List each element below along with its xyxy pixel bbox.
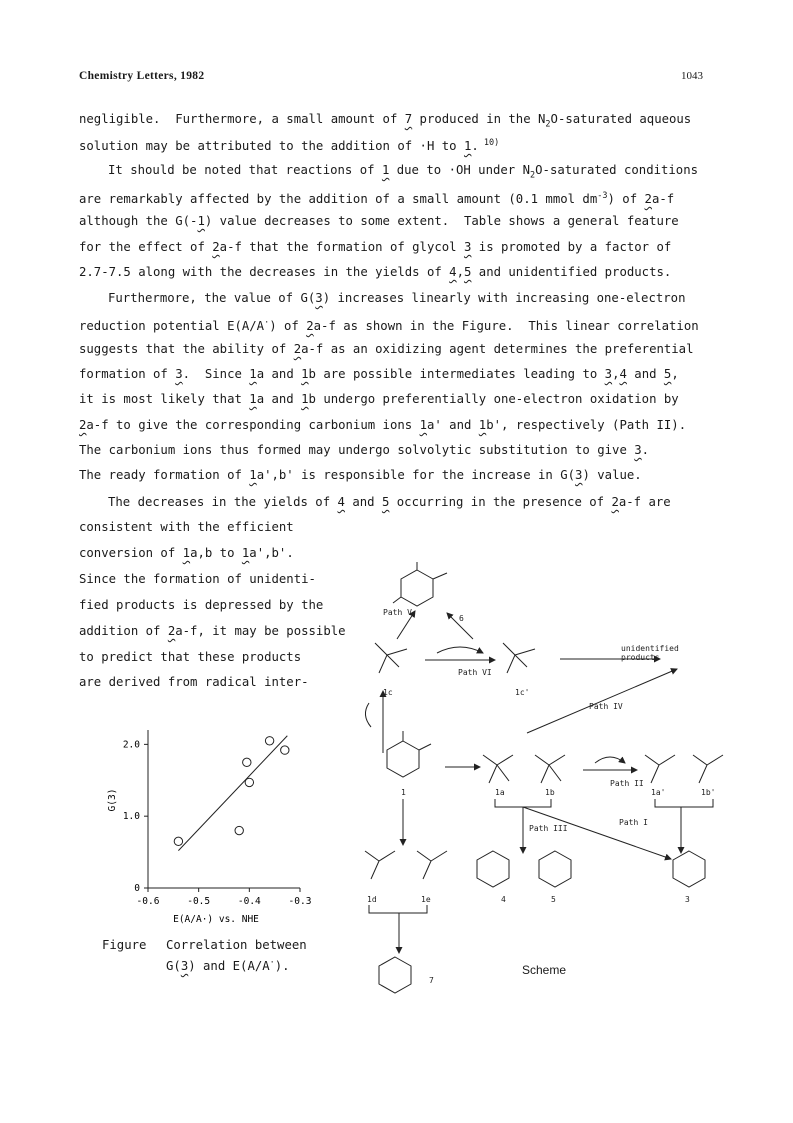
body-line-4: are remarkably affected by the addition of a small amount (0.1 mmol $dm^{-3}$) of 2a-f: [79, 191, 675, 207]
body-line-15: The ready formation of 1a',b' is responsible for the increase in G(3) value.: [79, 468, 642, 482]
body-line-23: are derived from radical inter-: [79, 675, 309, 689]
compound-label-4: 4: [501, 895, 506, 904]
body-line-11: formation of 3. Since 1a and 1b are possible intermediates leading to 3,4 and 5,: [79, 367, 679, 381]
compound-1d-structure: [365, 851, 395, 879]
body-line-10: suggests that the ability of 2a-f as an oxidizing agent determines the preferential: [79, 342, 694, 356]
products-label: products: [621, 653, 660, 662]
compound-1c-prime-structure: [503, 643, 535, 673]
compound-1-structure: [387, 731, 431, 777]
compound-label-5: 5: [551, 895, 556, 904]
journal-header: Chemistry Letters, 1982: [79, 70, 205, 82]
body-line-22: to predict that these products: [79, 650, 302, 664]
body-line-2: solution may be attributed to the addition of ·H to 1. $^{10)}$: [79, 138, 500, 154]
path-v-label: Path V: [383, 608, 412, 617]
data-point: [174, 837, 182, 845]
body-line-3: It should be noted that reactions of 1 due to ·OH under $N_2O$-saturated conditions: [108, 163, 699, 181]
body-line-19: Since the formation of unidenti-: [79, 572, 316, 586]
body-line-9: reduction potential E(A/A·) of 2a-f as shown in the Figure. This linear correlation: [79, 318, 699, 334]
compound-1a-prime-structure: [645, 755, 675, 783]
path-vi-label: Path VI: [458, 668, 492, 677]
body-line-5: although the G(-1) value decreases to some extent. Table shows a general feature: [79, 214, 679, 228]
compound-label-1b: 1b: [545, 788, 555, 797]
x-tick-label: -0.4: [237, 896, 261, 907]
correlation-chart: [90, 700, 330, 940]
compound-1b-structure: [535, 755, 565, 783]
compound-label-1: 1: [401, 788, 406, 797]
data-point: [243, 758, 251, 766]
fit-line: [178, 736, 287, 851]
compound-label-1e: 1e: [421, 895, 431, 904]
x-tick-label: -0.6: [136, 896, 160, 907]
data-point: [281, 746, 289, 754]
compound-label-1a-prime: 1a': [651, 788, 666, 797]
path-i-label: Path I: [619, 818, 648, 827]
compound-1a-structure: [483, 755, 513, 783]
body-line-14: The carbonium ions thus formed may undergo solvolytic substitution to give 3.: [79, 443, 650, 457]
body-line-12: it is most likely that 1a and 1b undergo preferentially one-electron oxidation by: [79, 392, 679, 406]
body-line-21: addition of 2a-f, it may be possible: [79, 624, 346, 638]
compound-1b-prime-structure: [693, 755, 723, 783]
y-tick-label: 2.0: [122, 739, 140, 751]
compound-6-structure: [393, 562, 447, 606]
compound-label-3: 3: [685, 895, 690, 904]
compound-label-6: 6: [459, 614, 464, 623]
figure-caption-line2: G(3) and E(A/A·).: [166, 958, 290, 974]
unidentified-label: unidentified: [621, 644, 679, 653]
body-line-7: 2.7-7.5 along with the decreases in the yields of 4,5 and unidentified products.: [79, 265, 672, 279]
path-iv-label: Path IV: [589, 702, 623, 711]
path-iii-label: Path III: [529, 824, 568, 833]
chart-axes: [123, 730, 312, 907]
y-axis-label: G(3): [107, 788, 118, 812]
data-point: [265, 737, 273, 745]
x-axis-label: E(A/A·) vs. NHE: [173, 914, 259, 925]
y-tick-label: 0: [134, 883, 140, 894]
body-line-16: The decreases in the yields of 4 and 5 occurring in the presence of 2a-f are: [108, 495, 671, 509]
scheme-label: Scheme: [522, 963, 567, 977]
compound-label-7: 7: [429, 976, 434, 985]
compound-label-1d: 1d: [367, 895, 377, 904]
chart-marks: [174, 736, 289, 851]
body-line-17: consistent with the efficient: [79, 520, 294, 534]
compound-label-1c-prime: 1c': [515, 688, 530, 697]
figure-caption-line1: Correlation between: [166, 938, 307, 952]
body-line-6: for the effect of 2a-f that the formation of glycol 3 is promoted by a factor of: [79, 240, 672, 254]
data-point: [235, 826, 243, 834]
page-number: 1043: [681, 70, 703, 82]
figure-caption-label: Figure: [102, 938, 147, 952]
body-line-1: negligible. Furthermore, a small amount of 7 produced in the $N_2O$-saturated aqueous: [79, 112, 692, 130]
compound-7-structure: [379, 957, 411, 993]
compound-label-1a: 1a: [495, 788, 505, 797]
compound-label-1b-prime: 1b': [701, 788, 716, 797]
y-tick-label: 1.0: [122, 811, 140, 823]
x-tick-label: -0.3: [288, 896, 312, 907]
compound-1e-structure: [417, 851, 447, 879]
compound-1c-structure: [375, 643, 407, 673]
body-line-18: conversion of 1a,b to 1a',b'.: [79, 546, 294, 560]
x-tick-label: -0.5: [187, 896, 211, 907]
body-line-8: Furthermore, the value of G(3) increases linearly with increasing one-electron: [108, 291, 686, 305]
body-line-13: 2a-f to give the corresponding carbonium ions 1a' and 1b', respectively (Path II).: [79, 418, 687, 432]
body-line-20: fied products is depressed by the: [79, 598, 324, 612]
compound-5-structure: [539, 851, 571, 887]
compound-label-1c: 1c: [383, 688, 393, 697]
compound-4-structure: [477, 851, 509, 887]
reaction-scheme: [355, 555, 755, 1015]
path-ii-label: Path II: [610, 779, 644, 788]
compound-3-structure: [673, 851, 705, 887]
